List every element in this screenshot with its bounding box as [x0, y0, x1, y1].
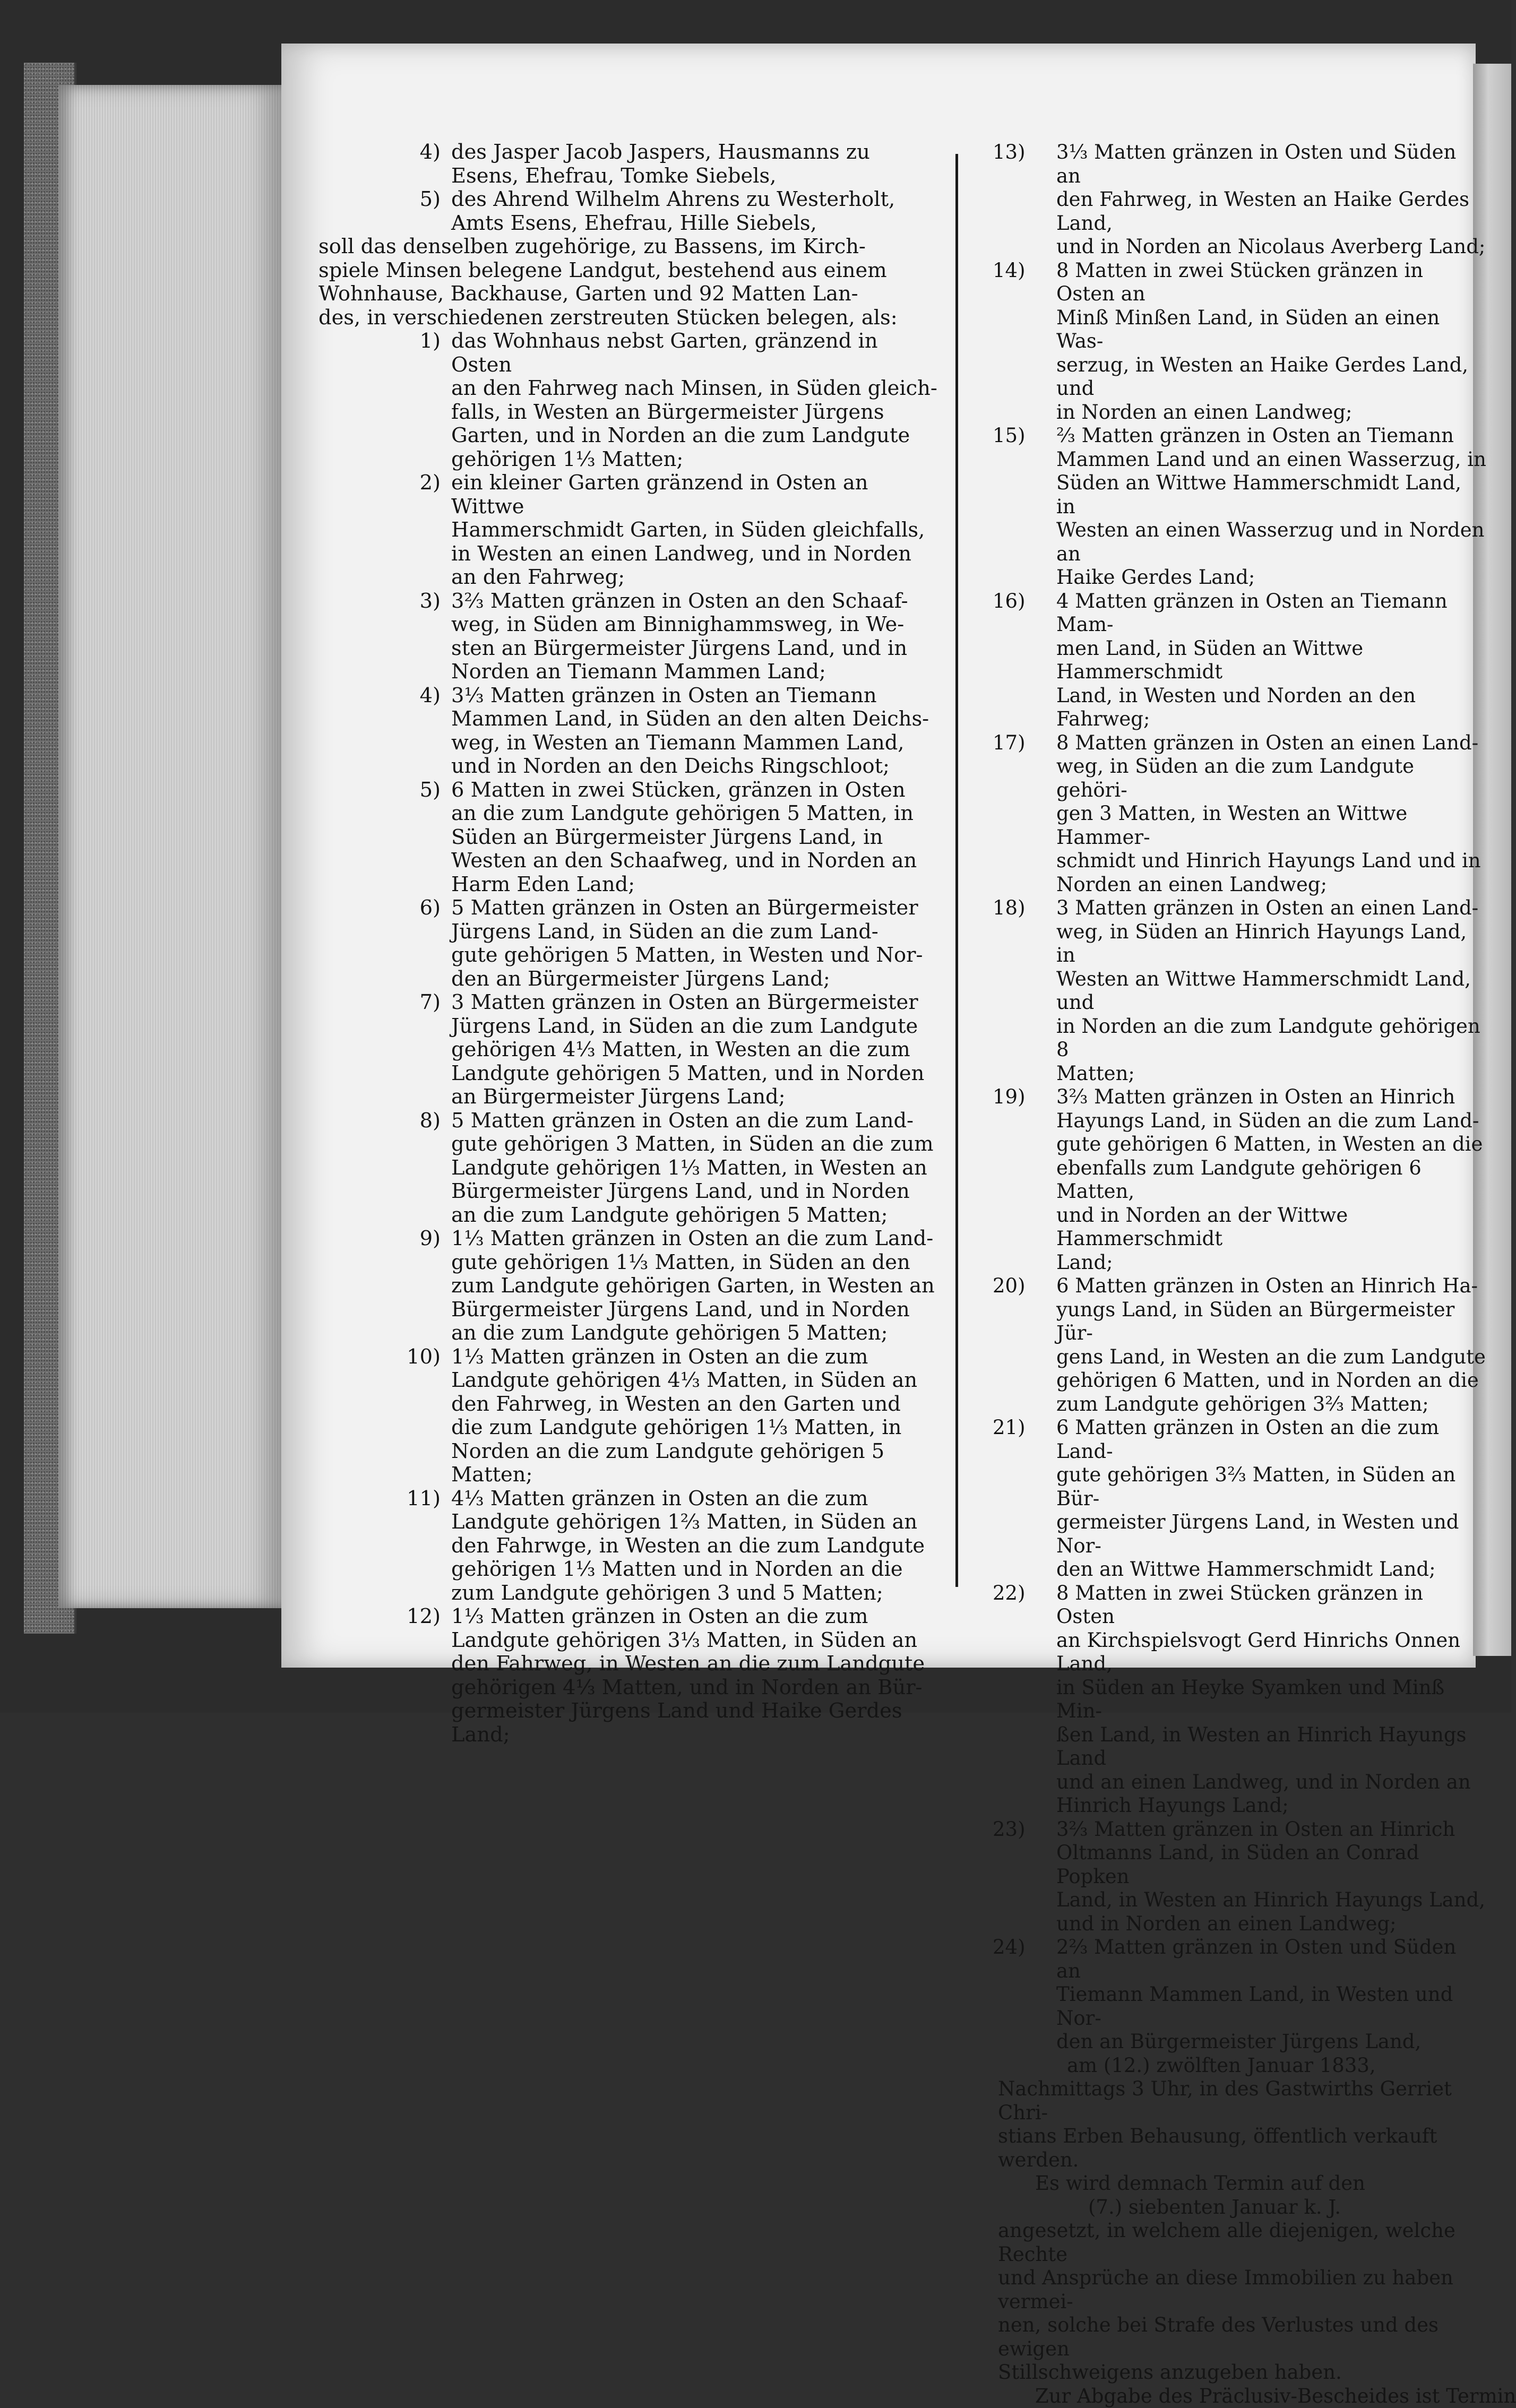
parcel-description: 8 Matten in zwei Stücken gränzen in Osten an Minß Minßen Land, in Süden an einen Was- serzug, in Westen an Haike Gerdes Land, und in Norden an einen Landweg;: [1056, 259, 1486, 425]
estate-description: soll das denselben zugehörige, zu Bassens, im Kirch- spiele Minsen belegene Landgut, bestehend aus einem Wohnhause, Backhause, Garten und 92 Matten Lan- des, in verschiedenen zerstreuten Stücken belegen, als:: [318, 235, 940, 330]
parcel-entry: [403, 991, 940, 1109]
heir-number: 5): [372, 188, 441, 212]
parcel-description: 3⅔ Matten gränzen in Osten an Hinrich Hayungs Land, in Süden an die zum Land- gute gehörigen 6 Matten, in Westen an die ebenfalls zum Landgute gehörigen 6 Matten, und in Norden an der Wittwe Hammerschmidt Land;: [1056, 1085, 1486, 1274]
parcel-entry: [998, 1085, 1486, 1274]
parcel-description: 8 Matten gränzen in Osten an einen Land- weg, in Süden an die zum Landgute gehöri- gen 3 Matten, in Westen an Wittwe Hammer- schmidt und Hinrich Hayungs Land und in Norden an einen Landweg;: [1056, 731, 1486, 897]
parcel-description: das Wohnhaus nebst Garten, gränzend in Osten an den Fahrweg nach Minsen, in Süden gleich- falls, in Westen an Bürgermeister Jürgens Garten, und in Norden an die zum Landgute gehörigen 1⅓ Matten;: [451, 330, 940, 471]
parcel-description: 3 Matten gränzen in Osten an Bürgermeister Jürgens Land, in Süden an die zum Landgute gehörigen 4⅓ Matten, in Westen an die zum Landgute gehörigen 5 Matten, und in Norden an Bürgermeister Jürgens Land;: [451, 991, 940, 1109]
parcel-number: 19): [993, 1085, 1051, 1109]
parcel-description: 3⅓ Matten gränzen in Osten und Süden an den Fahrweg, in Westen an Haike Gerdes Land, und in Norden an Nicolaus Averberg Land;: [1056, 141, 1486, 259]
sale-date: am (12.) zwölften Januar 1833,: [998, 2054, 1486, 2078]
heir-text: des Jasper Jacob Jaspers, Hausmanns zu Esens, Ehefrau, Tomke Siebels,: [451, 141, 940, 188]
heir-entry: [403, 188, 940, 235]
parcel-number: 11): [372, 1487, 441, 1511]
parcel-number: 20): [993, 1274, 1051, 1298]
parcel-description: 6 Matten gränzen in Osten an die zum Land- gute gehörigen 3⅔ Matten, in Süden an Bür- germeister Jürgens Land, in Westen und Nor- den an Wittwe Hammerschmidt Land;: [1056, 1416, 1486, 1582]
parcel-entry: [998, 590, 1486, 731]
parcel-number: 23): [993, 1818, 1051, 1842]
parcel-number: 7): [372, 991, 441, 1015]
parcel-number: 8): [372, 1109, 441, 1133]
parcel-number: 1): [372, 330, 441, 353]
parcel-entry: [998, 1582, 1486, 1818]
parcel-entry: [403, 1487, 940, 1606]
parcel-number: 13): [993, 141, 1051, 165]
parcel-entry: [403, 779, 940, 897]
parcel-description: 3⅔ Matten gränzen in Osten an Hinrich Oltmanns Land, in Süden an Conrad Popken Land, in Westen an Hinrich Hayungs Land, und in Norden an einen Landweg;: [1056, 1818, 1486, 1936]
parcel-description: 3⅔ Matten gränzen in Osten an den Schaaf- weg, in Süden am Binnighammsweg, in We- sten an Bürgermeister Jürgens Land, und in Norden an Tiemann Mammen Land;: [451, 590, 940, 684]
parcel-entry: [998, 1818, 1486, 1936]
parcel-description: 3⅓ Matten gränzen in Osten an Tiemann Mammen Land, in Süden an den alten Deichs- weg, in Westen an Tiemann Mammen Land, und in Norden an den Deichs Ringschloot;: [451, 684, 940, 779]
parcel-number: 6): [372, 896, 441, 920]
parcel-number: 17): [993, 731, 1051, 755]
parcel-list: [998, 141, 1486, 2054]
parcel-entry: [403, 471, 940, 590]
parcel-number: 18): [993, 896, 1051, 920]
parcel-number: 2): [372, 471, 441, 495]
parcel-number: 3): [372, 590, 441, 614]
parcel-entry: [998, 896, 1486, 1085]
term-date: (7.) siebenten Januar k. J.: [998, 2196, 1486, 2220]
parcel-entry: [403, 1605, 940, 1747]
parcel-number: 5): [372, 779, 441, 802]
column-divider: [955, 154, 958, 1587]
closing-line: Zur Abgabe des Präclusiv-Bescheides ist Termin: [998, 2385, 1486, 2408]
parcel-entry: [998, 731, 1486, 897]
parcel-description: 8 Matten in zwei Stücken gränzen in Osten an Kirchspielsvogt Gerd Hinrichs Onnen Land, in Süden an Heyke Syamken und Minß Min- ßen Land, in Westen an Hinrich Hayungs Land und an einen Landweg, und in Norden an Hinrich Hayungs Land;: [1056, 1582, 1486, 1818]
parcel-number: 24): [993, 1936, 1051, 1960]
parcel-description: 1⅓ Matten gränzen in Osten an die zum Landgute gehörigen 4⅓ Matten, in Süden an den Fahrweg, in Westen an den Garten und die zum Landgute gehörigen 1⅓ Matten, in Norden an die zum Landgute gehörigen 5 Matten;: [451, 1345, 940, 1487]
parcel-number: 21): [993, 1416, 1051, 1440]
parcel-number: 14): [993, 259, 1051, 283]
left-column: [403, 141, 940, 1747]
term-intro: Es wird demnach Termin auf den: [998, 2172, 1486, 2196]
parcel-entry: [998, 1416, 1486, 1582]
parcel-number: 12): [372, 1605, 441, 1629]
parcel-description: 1⅓ Matten gränzen in Osten an die zum Landgute gehörigen 3⅓ Matten, in Süden an den Fahrweg, in Westen an die zum Landgute gehörigen 4⅓ Matten, und in Norden an Bür- germeister Jürgens Land und Haike Gerdes Land;: [451, 1605, 940, 1747]
sale-details: Nachmittags 3 Uhr, in des Gastwirths Gerriet Chri- stians Erben Behausung, öffentlich verkauft werden.: [998, 2077, 1486, 2172]
parcel-number: 15): [993, 424, 1051, 448]
parcel-description: 2⅔ Matten gränzen in Osten und Süden an Tiemann Mammen Land, in Westen und Nor- den an Bürgermeister Jürgens Land,: [1056, 1936, 1486, 2054]
parcel-number: 16): [993, 590, 1051, 614]
parcel-entry: [403, 1227, 940, 1345]
parcel-list: [403, 330, 940, 1747]
parcel-entry: [403, 330, 940, 471]
parcel-number: 4): [372, 684, 441, 708]
heir-entry: [403, 141, 940, 188]
parcel-entry: [998, 141, 1486, 259]
parcel-description: 5 Matten gränzen in Osten an Bürgermeister Jürgens Land, in Süden an die zum Land- gute gehörigen 5 Matten, in Westen und Nor- den an Bürgermeister Jürgens Land;: [451, 896, 940, 991]
page-block-edges: [58, 85, 281, 1608]
parcel-number: 9): [372, 1227, 441, 1251]
parcel-entry: [998, 424, 1486, 590]
parcel-number: 10): [372, 1345, 441, 1369]
parcel-description: 1⅓ Matten gränzen in Osten an die zum Land- gute gehörigen 1⅓ Matten, in Süden an den zum Landgute gehörigen Garten, in Westen an Bürgermeister Jürgens Land, und in Norden an die zum Landgute gehörigen 5 Matten;: [451, 1227, 940, 1345]
parcel-description: 4 Matten gränzen in Osten an Tiemann Mam- men Land, in Süden an Wittwe Hammerschmidt Land, in Westen und Norden an den Fahrweg;: [1056, 590, 1486, 731]
parcel-entry: [998, 259, 1486, 425]
parcel-entry: [403, 1345, 940, 1487]
parcel-number: 22): [993, 1582, 1051, 1606]
parcel-entry: [403, 590, 940, 684]
term-text: angesetzt, in welchem alle diejenigen, welche Rechte und Ansprüche an diese Immobilien zu haben vermei- nen, solche bei Strafe des Verlustes und des ewigen Stillschweigens anzugeben haben.: [998, 2219, 1486, 2385]
parcel-description: ein kleiner Garten gränzend in Osten an Wittwe Hammerschmidt Garten, in Süden gleichfalls, in Westen an einen Landweg, und in Norden an den Fahrweg;: [451, 471, 940, 590]
parcel-entry: [403, 896, 940, 991]
heir-text: des Ahrend Wilhelm Ahrens zu Westerholt, Amts Esens, Ehefrau, Hille Siebels,: [451, 188, 940, 235]
parcel-entry: [998, 1274, 1486, 1416]
right-column: [998, 141, 1486, 2408]
parcel-description: 3 Matten gränzen in Osten an einen Land- weg, in Süden an Hinrich Hayungs Land, in Westen an Wittwe Hammerschmidt Land, und in Norden an die zum Landgute gehörigen 8 Matten;: [1056, 896, 1486, 1085]
parcel-description: ⅔ Matten gränzen in Osten an Tiemann Mammen Land und an einen Wasserzug, in Süden an Wittwe Hammerschmidt Land, in Westen an einen Wasserzug und in Norden an Haike Gerdes Land;: [1056, 424, 1486, 590]
parcel-description: 5 Matten gränzen in Osten an die zum Land- gute gehörigen 3 Matten, in Süden an die zum Landgute gehörigen 1⅓ Matten, in Westen an Bürgermeister Jürgens Land, und in Norden an die zum Landgute gehörigen 5 Matten;: [451, 1109, 940, 1228]
parcel-entry: [403, 684, 940, 779]
heir-number: 4): [372, 141, 441, 165]
parcel-entry: [998, 1936, 1486, 2054]
parcel-description: 4⅓ Matten gränzen in Osten an die zum Landgute gehörigen 1⅔ Matten, in Süden an den Fahrwge, in Westen an die zum Landgute gehörigen 1⅓ Matten und in Norden an die zum Landgute gehörigen 3 und 5 Matten;: [451, 1487, 940, 1606]
parcel-entry: [403, 1109, 940, 1228]
parcel-description: 6 Matten in zwei Stücken, gränzen in Osten an die zum Landgute gehörigen 5 Matten, in Süden an Bürgermeister Jürgens Land, in Westen an den Schaafweg, und in Norden an Harm Eden Land;: [451, 779, 940, 897]
parcel-description: 6 Matten gränzen in Osten an Hinrich Ha- yungs Land, in Süden an Bürgermeister Jür- gens Land, in Westen an die zum Landgute gehörigen 6 Matten, und in Norden an die zum Landgute gehörigen 3⅔ Matten;: [1056, 1274, 1486, 1416]
